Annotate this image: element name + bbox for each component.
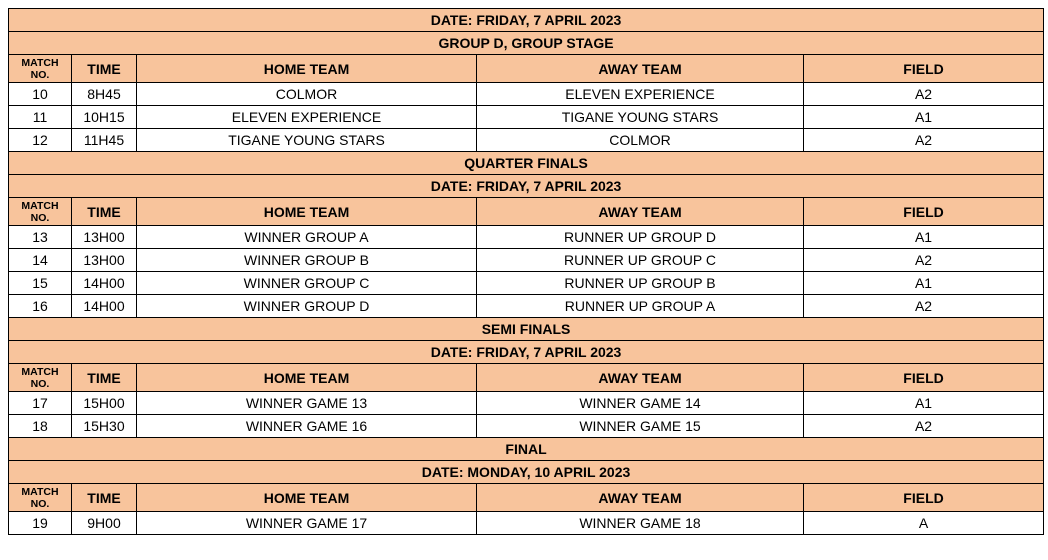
time-header: TIME [72, 198, 137, 226]
match-row [9, 512, 1044, 535]
match-no-header-line2: NO. [30, 377, 50, 390]
section-banner: FINAL [9, 438, 1044, 461]
time-header: TIME [72, 484, 137, 512]
home-team-header: HOME TEAM [137, 55, 477, 83]
match-time-cell: 13H00 [72, 249, 137, 272]
section-banner-row [9, 9, 1044, 32]
home-team-cell: WINNER GROUP D [137, 295, 477, 318]
home-team-cell: ELEVEN EXPERIENCE [137, 106, 477, 129]
section-banner: DATE: MONDAY, 10 APRIL 2023 [9, 461, 1044, 484]
section-banner-row [9, 152, 1044, 175]
field-cell: A1 [804, 392, 1044, 415]
match-no-header-line2: NO. [30, 211, 50, 224]
match-time-cell: 15H30 [72, 415, 137, 438]
away-team-header: AWAY TEAM [477, 364, 804, 392]
field-header: FIELD [804, 55, 1044, 83]
home-team-cell: WINNER GAME 16 [137, 415, 477, 438]
away-team-cell: TIGANE YOUNG STARS [477, 106, 804, 129]
match-row [9, 106, 1044, 129]
field-header: FIELD [804, 364, 1044, 392]
home-team-cell: WINNER GROUP A [137, 226, 477, 249]
home-team-cell: COLMOR [137, 83, 477, 106]
away-team-cell: WINNER GAME 18 [477, 512, 804, 535]
match-no-header-line2: NO. [30, 68, 50, 81]
match-no-header-line2: NO. [30, 497, 50, 510]
field-cell: A2 [804, 415, 1044, 438]
section-banner-row [9, 438, 1044, 461]
match-no-header [9, 55, 72, 83]
time-header: TIME [72, 55, 137, 83]
away-team-cell: WINNER GAME 15 [477, 415, 804, 438]
away-team-header: AWAY TEAM [477, 198, 804, 226]
away-team-header: AWAY TEAM [477, 55, 804, 83]
match-no-header-line1: MATCH [21, 56, 59, 69]
field-header: FIELD [804, 198, 1044, 226]
match-number-cell: 19 [9, 512, 72, 535]
match-number-cell: 10 [9, 83, 72, 106]
match-row [9, 415, 1044, 438]
section-banner-row [9, 318, 1044, 341]
section-banner: DATE: FRIDAY, 7 APRIL 2023 [9, 341, 1044, 364]
column-header-row [9, 55, 1044, 83]
match-number-cell: 13 [9, 226, 72, 249]
away-team-cell: COLMOR [477, 129, 804, 152]
home-team-cell: WINNER GAME 17 [137, 512, 477, 535]
schedule-body [9, 9, 1044, 535]
match-row [9, 295, 1044, 318]
home-team-header: HOME TEAM [137, 484, 477, 512]
match-no-header-line1: MATCH [21, 199, 59, 212]
match-time-cell: 15H00 [72, 392, 137, 415]
section-banner: DATE: FRIDAY, 7 APRIL 2023 [9, 175, 1044, 198]
section-banner: QUARTER FINALS [9, 152, 1044, 175]
home-team-header: HOME TEAM [137, 364, 477, 392]
home-team-cell: WINNER GROUP C [137, 272, 477, 295]
home-team-cell: TIGANE YOUNG STARS [137, 129, 477, 152]
match-time-cell: 8H45 [72, 83, 137, 106]
field-cell: A1 [804, 226, 1044, 249]
column-header-row [9, 198, 1044, 226]
match-time-cell: 14H00 [72, 272, 137, 295]
match-row [9, 272, 1044, 295]
column-header-row [9, 364, 1044, 392]
away-team-cell: RUNNER UP GROUP D [477, 226, 804, 249]
match-number-cell: 18 [9, 415, 72, 438]
match-row [9, 249, 1044, 272]
match-row [9, 226, 1044, 249]
match-no-header [9, 484, 72, 512]
match-number-cell: 15 [9, 272, 72, 295]
field-cell: A2 [804, 83, 1044, 106]
field-cell: A1 [804, 272, 1044, 295]
away-team-cell: RUNNER UP GROUP B [477, 272, 804, 295]
match-no-header-line1: MATCH [21, 365, 59, 378]
match-number-cell: 12 [9, 129, 72, 152]
match-time-cell: 10H15 [72, 106, 137, 129]
section-banner-row [9, 341, 1044, 364]
away-team-cell: WINNER GAME 14 [477, 392, 804, 415]
section-banner: SEMI FINALS [9, 318, 1044, 341]
match-time-cell: 11H45 [72, 129, 137, 152]
home-team-header: HOME TEAM [137, 198, 477, 226]
match-no-header [9, 198, 72, 226]
away-team-cell: RUNNER UP GROUP C [477, 249, 804, 272]
match-no-header-line1: MATCH [21, 485, 59, 498]
match-time-cell: 9H00 [72, 512, 137, 535]
field-cell: A [804, 512, 1044, 535]
match-number-cell: 17 [9, 392, 72, 415]
field-header: FIELD [804, 484, 1044, 512]
section-banner: GROUP D, GROUP STAGE [9, 32, 1044, 55]
section-banner: DATE: FRIDAY, 7 APRIL 2023 [9, 9, 1044, 32]
match-row [9, 129, 1044, 152]
away-team-cell: RUNNER UP GROUP A [477, 295, 804, 318]
home-team-cell: WINNER GAME 13 [137, 392, 477, 415]
match-number-cell: 14 [9, 249, 72, 272]
field-cell: A2 [804, 129, 1044, 152]
match-time-cell: 13H00 [72, 226, 137, 249]
away-team-cell: ELEVEN EXPERIENCE [477, 83, 804, 106]
match-row [9, 83, 1044, 106]
section-banner-row [9, 175, 1044, 198]
match-row [9, 392, 1044, 415]
field-cell: A2 [804, 249, 1044, 272]
match-schedule-table [8, 8, 1044, 535]
time-header: TIME [72, 364, 137, 392]
field-cell: A2 [804, 295, 1044, 318]
column-header-row [9, 484, 1044, 512]
match-no-header [9, 364, 72, 392]
section-banner-row [9, 461, 1044, 484]
match-time-cell: 14H00 [72, 295, 137, 318]
match-number-cell: 11 [9, 106, 72, 129]
away-team-header: AWAY TEAM [477, 484, 804, 512]
match-number-cell: 16 [9, 295, 72, 318]
home-team-cell: WINNER GROUP B [137, 249, 477, 272]
field-cell: A1 [804, 106, 1044, 129]
section-banner-row [9, 32, 1044, 55]
